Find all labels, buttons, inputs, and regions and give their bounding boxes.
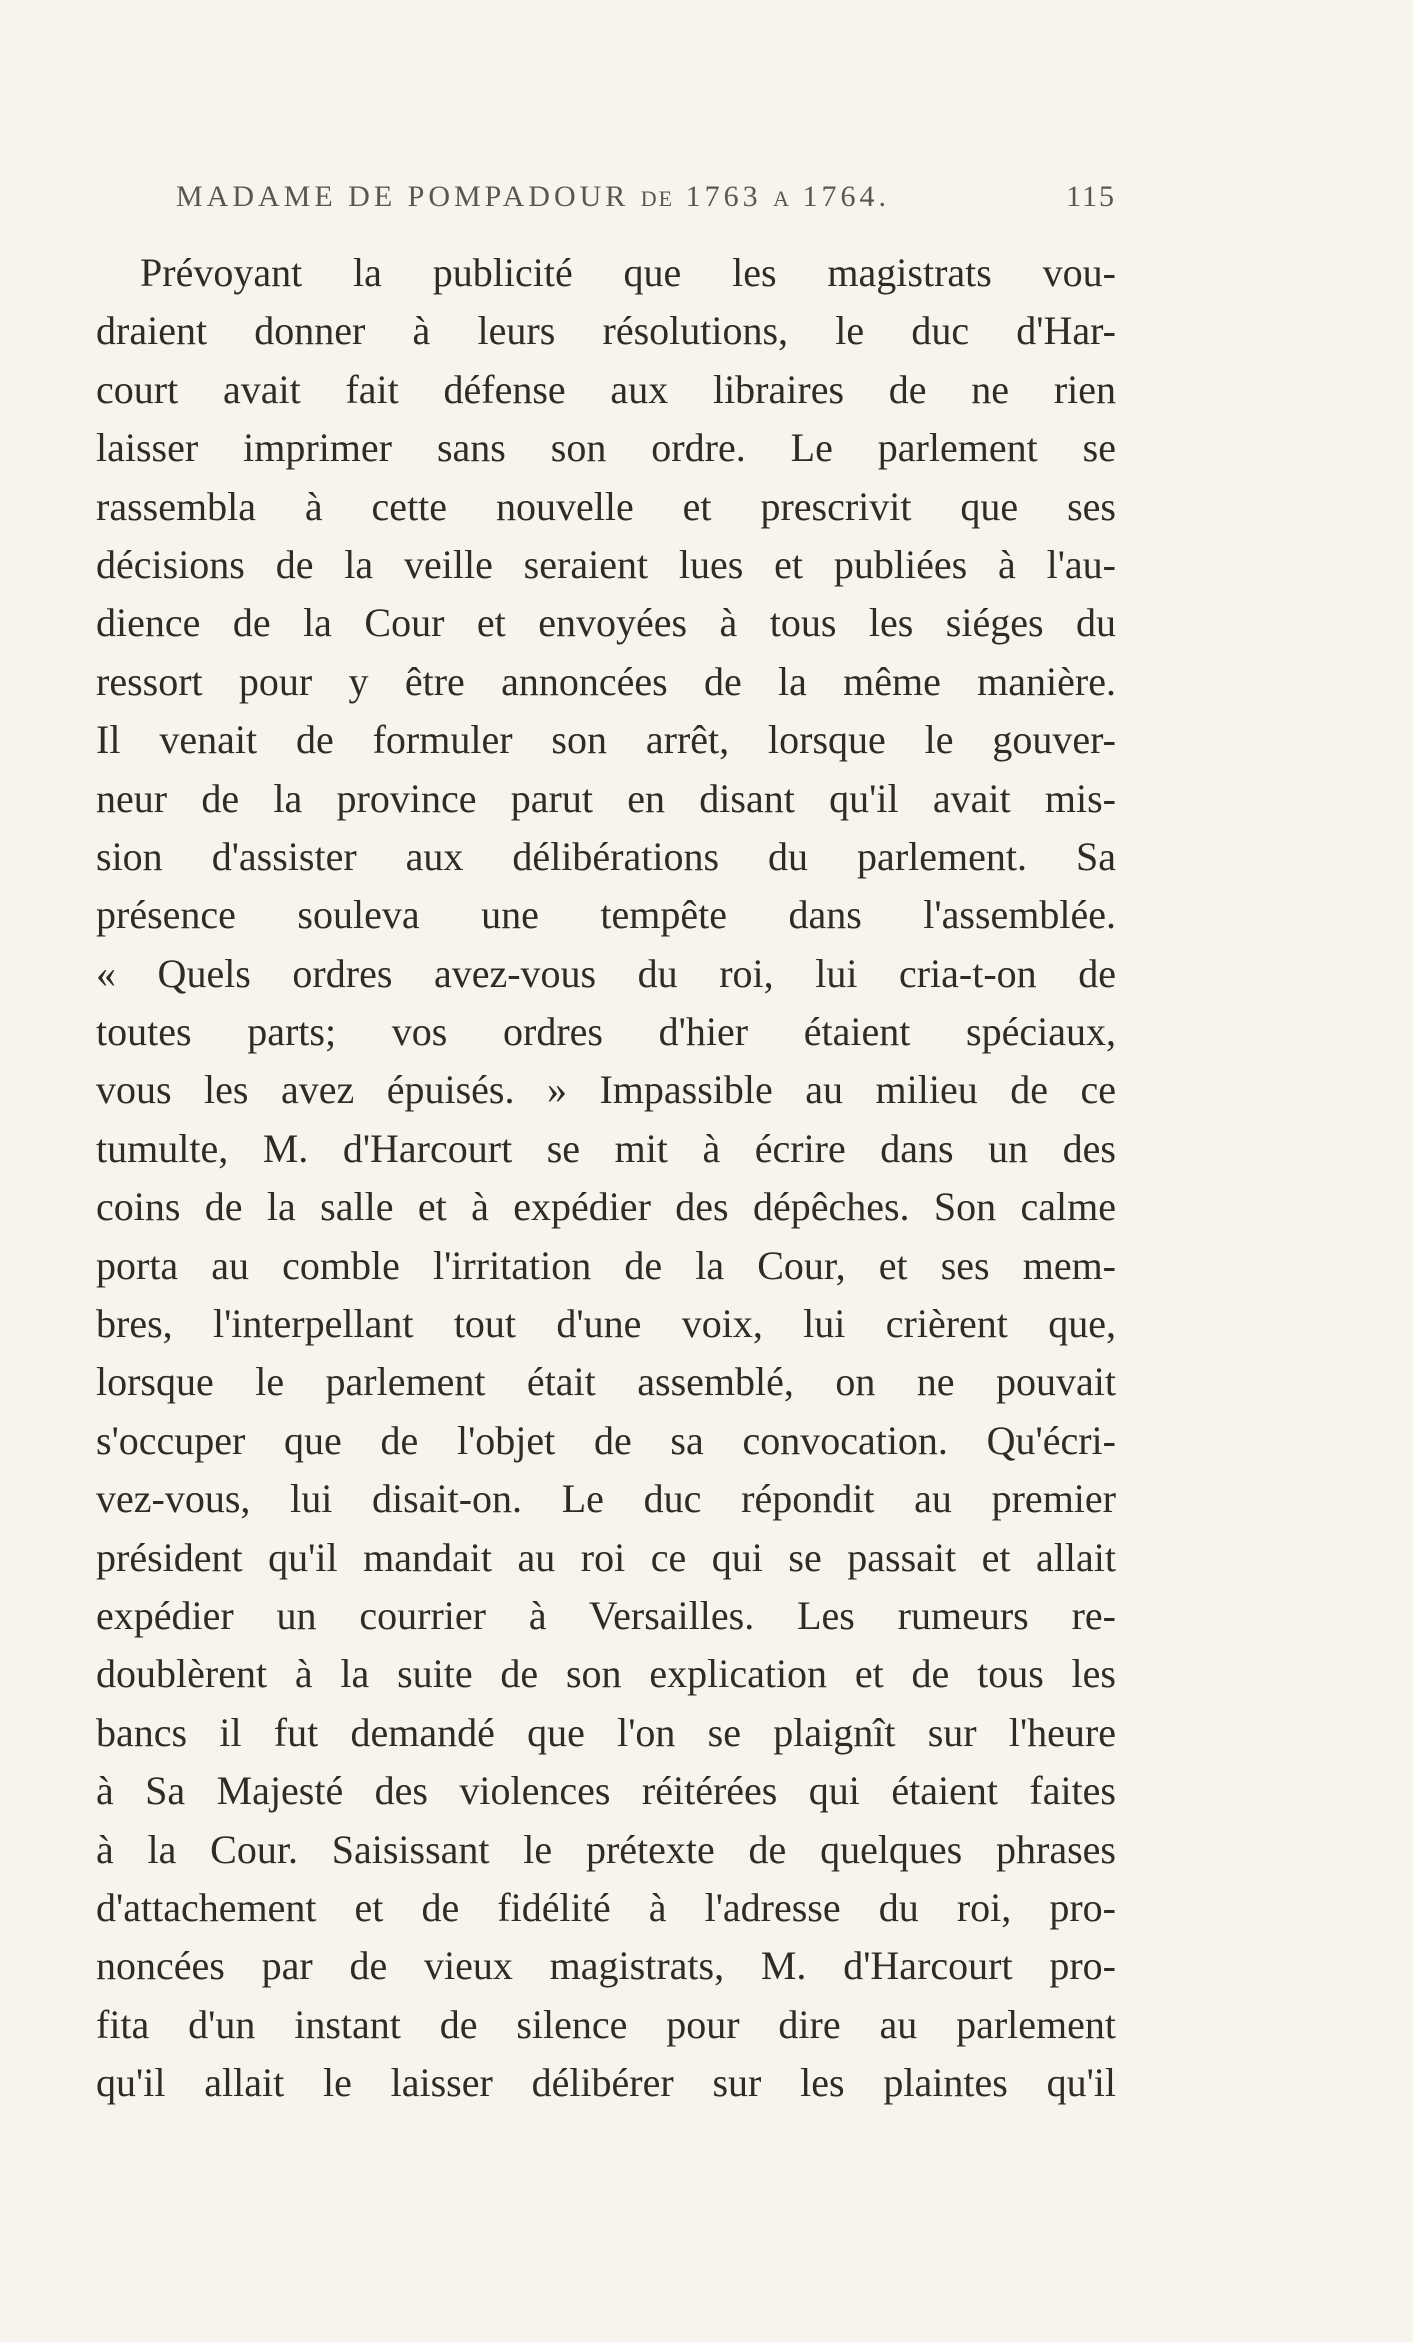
body-text xyxy=(96,244,1116,2113)
text-line: rassembla à cette nouvelle et prescrivit que ses xyxy=(96,483,1116,529)
text-line: noncées par de vieux magistrats, M. d'Harcourt pro- xyxy=(96,1943,1116,1989)
running-head xyxy=(176,180,1116,224)
text-line: à la Cour. Saisissant le prétexte de quelques phrases xyxy=(96,1826,1116,1872)
text-line: vez-vous, lui disait-on. Le duc répondit au premier xyxy=(96,1476,1116,1522)
text-line: ressort pour y être annoncées de la même manière. xyxy=(96,658,1116,704)
text-line: laisser imprimer sans son ordre. Le parlement se xyxy=(96,425,1116,471)
text-line: qu'il allait le laisser délibérer sur les plaintes qu'il xyxy=(96,2060,1116,2106)
text-line: doublèrent à la suite de son explication et de tous les xyxy=(96,1651,1116,1697)
text-line: à Sa Majesté des violences réitérées qui étaient faites xyxy=(96,1768,1116,1814)
text-line: Il venait de formuler son arrêt, lorsque le gouver- xyxy=(96,717,1116,763)
text-line: vous les avez épuisés. » Impassible au milieu de ce xyxy=(96,1067,1116,1113)
running-head-title xyxy=(176,180,890,214)
page-number: 115 xyxy=(1066,180,1116,213)
text-line: dience de la Cour et envoyées à tous les siéges du xyxy=(96,600,1116,646)
book-title: MADAME DE POMPADOUR xyxy=(176,180,630,213)
text-line: décisions de la veille seraient lues et publiées à l'au- xyxy=(96,541,1116,587)
text-line: bres, l'interpellant tout d'une voix, lui crièrent que, xyxy=(96,1301,1116,1347)
text-line: présence souleva une tempête dans l'assemblée. xyxy=(96,892,1116,938)
text-line: s'occuper que de l'objet de sa convocation. Qu'écri- xyxy=(96,1417,1116,1463)
text-line: expédier un courrier à Versailles. Les rumeurs re- xyxy=(96,1592,1116,1638)
text-line: porta au comble l'irritation de la Cour, et ses mem- xyxy=(96,1242,1116,1288)
text-line: sion d'assister aux délibérations du parlement. Sa xyxy=(96,833,1116,879)
text-line: lorsque le parlement était assemblé, on ne pouvait xyxy=(96,1359,1116,1405)
period-prefix: DE xyxy=(640,186,675,211)
period-connector: A xyxy=(773,186,792,211)
text-line: d'attachement et de fidélité à l'adresse du roi, pro- xyxy=(96,1884,1116,1930)
text-line: président qu'il mandait au roi ce qui se passait et allait xyxy=(96,1534,1116,1580)
text-line: neur de la province parut en disant qu'il avait mis- xyxy=(96,775,1116,821)
text-line: toutes parts; vos ordres d'hier étaient spéciaux, xyxy=(96,1009,1116,1055)
text-line: court avait fait défense aux libraires de ne rien xyxy=(96,366,1116,412)
text-line: draient donner à leurs résolutions, le duc d'Har- xyxy=(96,308,1116,354)
text-line: coins de la salle et à expédier des dépêches. Son calme xyxy=(96,1184,1116,1230)
text-line: fita d'un instant de silence pour dire au parlement xyxy=(96,2001,1116,2047)
text-line: « Quels ordres avez-vous du roi, lui cria-t-on de xyxy=(96,950,1116,996)
text-line: bancs il fut demandé que l'on se plaignît sur l'heure xyxy=(96,1709,1116,1755)
start-year: 1763 xyxy=(685,180,762,213)
text-line: tumulte, M. d'Harcourt se mit à écrire dans un des xyxy=(96,1125,1116,1171)
text-line: Prévoyant la publicité que les magistrats vou- xyxy=(140,250,1116,295)
end-year: 1764. xyxy=(802,180,891,213)
